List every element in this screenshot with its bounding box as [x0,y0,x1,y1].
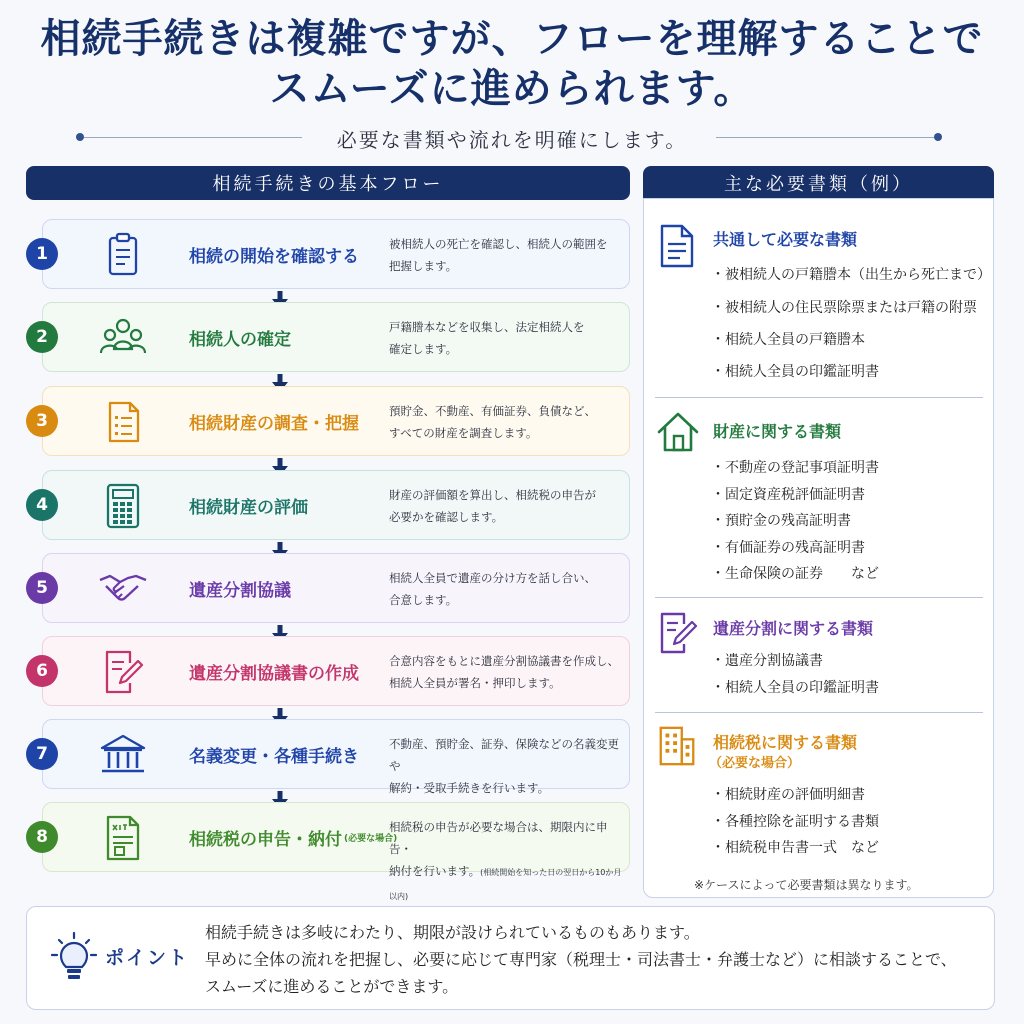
flow-step-7 [42,719,630,795]
flow-step-title [189,803,397,871]
lightbulb-icon [51,931,97,983]
subheading-text: 必要な書類や流れを明確にします。 [336,128,688,152]
point-box [26,906,995,1010]
flow-step-desc [389,400,625,444]
headline-line-1: 相続手続きは複雑ですが、フローを理解することで [40,16,984,62]
point-line: スムーズに進めることができます。 [205,977,459,996]
docs-item: ・相続財産の評価明細書 [711,787,865,803]
flow-step-5 [42,553,630,623]
flow-step-title-text: 名義変更・各種手続き [189,746,359,767]
point-text [205,919,957,1000]
handshake-icon [98,564,148,614]
flow-step-title [189,720,359,788]
step-number-badge: 8 [26,821,58,853]
flow-step-title-text: 相続の開始を確認する [189,246,359,267]
flow-step-title [189,220,359,288]
flow-step-desc-line: 戸籍謄本などを収集し、法定相続人を [389,320,585,334]
flow-step-8 [42,802,630,901]
flow-step-desc [389,484,625,528]
flow-step-desc-text: 解約・受取手続きを行います。 [389,781,550,795]
flow-step-3 [42,386,630,456]
step-number-badge: 1 [26,238,58,270]
docs-item: ・相続人全員の戸籍謄本 [711,332,865,348]
step-number-badge: 3 [26,405,58,437]
flow-step-desc-line [389,422,625,444]
step-number-badge: 6 [26,655,58,687]
docs-item: ・有価証券の残高証明書 [711,540,865,556]
flow-step-title [189,637,359,705]
rule-right [716,137,934,138]
calculator-icon [98,481,148,531]
flow-step-desc-line [389,506,625,528]
flow-step-desc [389,733,625,799]
flow-step-desc-text: すべての財産を調査します。 [389,426,538,440]
document-pen-icon [98,647,148,697]
docs-item: ・相続人全員の印鑑証明書 [711,364,879,380]
docs-item: ・各種控除を証明する書類 [711,814,879,830]
flow-step-desc [389,567,625,611]
docs-note: ※ケースによって必要書類は異なります。 [694,878,919,892]
docs-item: ・生命保険の証券 など [711,566,879,582]
flow-step-desc-line [389,777,625,799]
flow-step-desc-text: 必要かを確認します。 [389,510,504,524]
tax-form-icon [98,813,148,863]
docs-divider [655,712,983,713]
docs-item: ・不動産の登記事項証明書 [711,460,879,476]
flow-step-title [189,303,291,371]
flow-step-desc-text: 把握します。 [389,259,458,273]
flow-step-desc-line: 合意内容をもとに遺産分割協議書を作成し、 [389,654,619,668]
docs-item: ・預貯金の残高証明書 [711,513,851,529]
point-label: ポイント [105,947,190,969]
docs-item: ・被相続人の住民票除票または戸籍の附票 [711,300,977,316]
flow-step-desc-text: 合意します。 [389,593,458,607]
flow-step-desc-line [389,338,625,360]
docs-section-property-title: 財産に関する書類 [713,422,842,441]
step-number-badge: 5 [26,572,58,604]
flow-step-title-text: 遺産分割協議 [189,580,291,601]
flow-step-title-text: 相続人の確定 [189,329,291,350]
flow-step-2 [42,302,630,372]
docs-item: ・相続人全員の印鑑証明書 [711,680,879,696]
flow-step-6 [42,636,630,706]
flow-step-desc-line: 財産の評価額を算出し、相続税の申告が [389,488,596,502]
docs-item: ・被相続人の戸籍謄本（出生から死亡まで） [711,267,991,283]
flow-step-title-note: (必要な場合) [344,833,398,844]
docs-item: ・固定資産税評価証明書 [711,487,865,503]
flow-step-1 [42,219,630,289]
docs-divider [655,597,983,598]
docs-banner: 主な必要書類（例） [643,166,994,200]
flow-step-desc-line [389,255,625,277]
people-icon [98,313,148,363]
house-icon [656,410,700,454]
step-number-badge: 2 [26,321,58,353]
flow-step-desc-line: 不動産、預貯金、証券、保険などの名義変更や [389,737,619,773]
docs-section-tax-subtitle: （必要な場合） [709,756,801,771]
bank-icon [98,730,148,780]
flow-step-desc-line [389,672,625,694]
docs-section-tax-title: 相続税に関する書類 [713,733,858,752]
flow-step-desc-line: 相続人全員で遺産の分け方を話し合い、 [389,571,596,585]
headline [0,14,1024,114]
flow-step-desc-note: (相続開始を知った日の翌日から10か月以内) [389,868,622,901]
docs-divider [655,397,983,398]
flow-step-desc-line [389,589,625,611]
flow-step-desc-line: 相続税の申告が必要な場合は、期限内に申告・ [389,820,608,856]
docs-item: ・遺産分割協議書 [711,653,823,669]
flow-step-desc [389,316,625,360]
flow-step-desc-text: 相続人全員が署名・押印します。 [389,676,561,690]
flow-step-title [189,387,359,455]
point-line: 早めに全体の流れを把握し、必要に応じて専門家（税理士・司法書士・弁護士など）に相談することで、 [205,950,957,969]
flow-step-desc [389,816,625,908]
flow-step-desc-line [389,860,625,908]
flow-banner: 相続手続きの基本フロー [26,166,630,200]
flow-step-desc-text: 納付を行います。 [389,864,481,878]
subheading [0,122,1024,152]
flow-step-desc-line: 被相続人の死亡を確認し、相続人の範囲を [389,237,608,251]
point-line: 相続手続きは多岐にわたり、期限が設けられているものもあります。 [205,923,700,942]
flow-step-desc-text: 確定します。 [389,342,458,356]
headline-line-2: スムーズに進められます。 [269,66,755,112]
flow-step-title-text: 相続財産の調査・把握 [189,413,359,434]
flow-step-desc [389,650,625,694]
flow-step-4 [42,470,630,540]
flow-step-desc-line: 預貯金、不動産、有価証券、負債など、 [389,404,596,418]
building-icon [656,724,698,768]
docs-item: ・相続税申告書一式 など [711,840,879,856]
checklist-icon [98,397,148,447]
flow-step-title-text: 相続財産の評価 [189,497,308,518]
clipboard-icon [98,230,148,280]
flow-step-title-text: 遺産分割協議書の作成 [189,663,359,684]
document-pen-icon [656,610,698,654]
flow-step-desc [389,233,625,277]
flow-step-title [189,554,291,622]
document-icon [656,224,698,268]
step-number-badge: 7 [26,738,58,770]
step-number-badge: 4 [26,489,58,521]
flow-step-title-text: 相続税の申告・納付 [189,829,342,850]
rule-dot-right [934,133,942,141]
docs-section-division-title: 遺産分割に関する書類 [713,619,874,638]
docs-section-common-title: 共通して必要な書類 [713,230,858,249]
flow-step-title [189,471,308,539]
